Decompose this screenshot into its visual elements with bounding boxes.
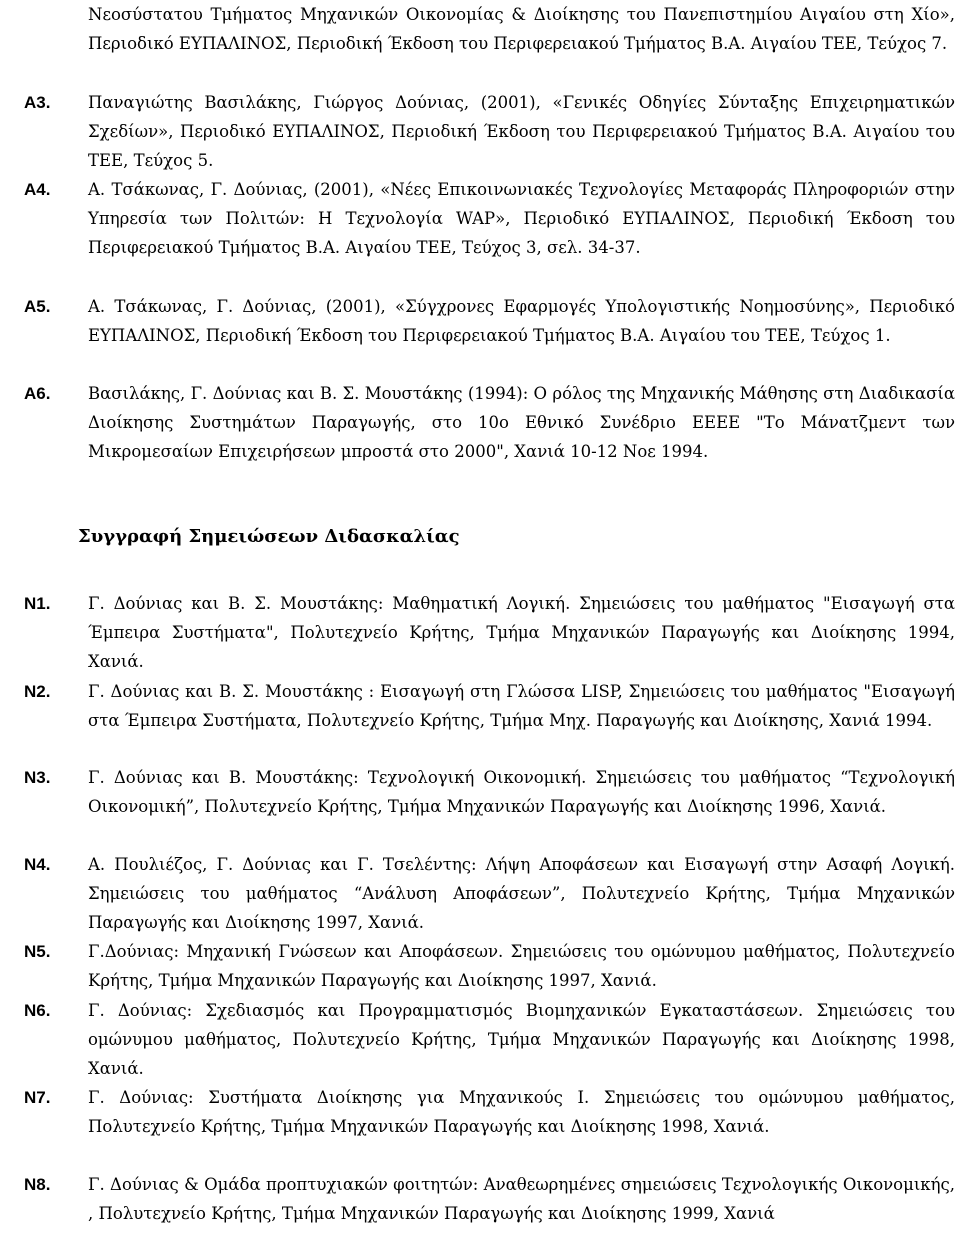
note-text: Γ. Δούνιας & Ομάδα προπτυχιακών φοιτητών: Αναθεωρημένες σημειώσεις Τεχνολογικής Οικονομικής, , Πολυτεχνείο Κρήτης, Τμήμα Μηχανικών Παραγωγής και Διοίκησης 1999, Χανιά	[88, 1175, 955, 1223]
note-text: Γ. Δούνιας: Σχεδιασμός και Προγραμματισμός Βιομηχανικών Εγκαταστάσεων. Σημειώσεις του ομώνυμου μαθήματος, Πολυτεχνείο Κρήτης, Τμήμα Μηχανικών Παραγωγής και Διοίκησης 1998, Χανιά.	[88, 1001, 955, 1078]
note-label: Ν7.	[24, 1088, 51, 1107]
reference-label: Α6.	[24, 384, 51, 403]
reference-text: Α. Τσάκωνας, Γ. Δούνιας, (2001), «Σύγχρονες Εφαρμογές Υπολογιστικής Νοημοσύνης», Περιοδικό ΕΥΠΑΛΙΝΟΣ, Περιοδική Έκδοση του Περιφερειακού Τμήματος Β.Α. Αιγαίου του ΤΕΕ, Τεύχος 1.	[88, 297, 955, 345]
note-text: Γ. Δούνιας και Β. Σ. Μουστάκης : Εισαγωγή στη Γλώσσα LISP, Σημειώσεις του μαθήματος "Εισαγωγή στα Έμπειρα Συστήματα, Πολυτεχνείο Κρήτης, Τμήμα Μηχ. Παραγωγής και Διοίκησης, Χανιά 1994.	[88, 682, 955, 730]
note-text: Γ. Δούνιας και Β. Σ. Μουστάκης: Μαθηματική Λογική. Σημειώσεις του μαθήματος "Εισαγωγή στα Έμπειρα Συστήματα", Πολυτεχνείο Κρήτης, Τμήμα Μηχανικών Παραγωγής και Διοίκησης 1994, Χανιά.	[88, 594, 955, 671]
reference-text: Νεοσύστατου Τμήματος Μηχανικών Οικονομίας & Διοίκησης του Πανεπιστημίου Αιγαίου στη Χίο», Περιοδικό ΕΥΠΑΛΙΝΟΣ, Περιοδική Έκδοση του Περιφερειακού Τμήματος Β.Α. Αιγαίου ΤΕΕ, Τεύχος 7.	[88, 5, 955, 53]
note-text: Γ. Δούνιας: Συστήματα Διοίκησης για Μηχανικούς Ι. Σημειώσεις του ομώνυμου μαθήματος, Πολυτεχνείο Κρήτης, Τμήμα Μηχανικών Παραγωγής και Διοίκησης 1998, Χανιά.	[88, 1088, 955, 1136]
note-label: Ν8.	[24, 1175, 51, 1194]
note-label: Ν4.	[24, 855, 51, 874]
note-text: Γ. Δούνιας και Β. Μουστάκης: Τεχνολογική Οικονομική. Σημειώσεις του μαθήματος “Τεχνολογική Οικονομική”, Πολυτεχνείο Κρήτης, Τμήμα Μηχανικών Παραγωγής και Διοίκησης 1996, Χανιά.	[88, 768, 955, 816]
note-label: Ν2.	[24, 682, 51, 701]
note-label: Ν6.	[24, 1001, 51, 1020]
note-label: Ν1.	[24, 594, 51, 613]
note-label: Ν5.	[24, 942, 51, 961]
section-heading: Συγγραφή Σημειώσεων Διδασκαλίας	[78, 526, 460, 547]
reference-label: Α5.	[24, 297, 51, 316]
reference-text: Παναγιώτης Βασιλάκης, Γιώργος Δούνιας, (2001), «Γενικές Οδηγίες Σύνταξης Επιχειρηματικών Σχεδίων», Περιοδικό ΕΥΠΑΛΙΝΟΣ, Περιοδική Έκδοση του Περιφερειακού Τμήματος Β.Α. Αιγαίου του ΤΕΕ, Τεύχος 5.	[88, 93, 955, 170]
note-text: Γ.Δούνιας: Μηχανική Γνώσεων και Αποφάσεων. Σημειώσεις του ομώνυμου μαθήματος, Πολυτεχνείο Κρήτης, Τμήμα Μηχανικών Παραγωγής και Διοίκησης 1997, Χανιά.	[88, 942, 955, 990]
note-label: Ν3.	[24, 768, 51, 787]
reference-label: Α3.	[24, 93, 51, 112]
reference-text: Α. Τσάκωνας, Γ. Δούνιας, (2001), «Νέες Επικοινωνιακές Τεχνολογίες Μεταφοράς Πληροφοριών στην Υπηρεσία των Πολιτών: Η Τεχνολογία WAP», Περιοδικό ΕΥΠΑΛΙΝΟΣ, Περιοδική Έκδοση του Περιφερειακού Τμήματος Β.Α. Αιγαίου ΤΕΕ, Τεύχος 3, σελ. 34-37.	[88, 180, 955, 257]
reference-label: Α4.	[24, 180, 51, 199]
reference-text: Βασιλάκης, Γ. Δούνιας και Β. Σ. Μουστάκης (1994): Ο ρόλος της Μηχανικής Μάθησης στη Διαδικασία Διοίκησης Συστημάτων Παραγωγής, στο 10ο Εθνικό Συνέδριο ΕΕΕΕ "Το Μάνατζμεντ των Μικρομεσαίων Επιχειρήσεων μπροστά στο 2000", Χανιά 10-12 Νοε 1994.	[88, 384, 955, 461]
note-text: Α. Πουλιέζος, Γ. Δούνιας και Γ. Τσελέντης: Λήψη Αποφάσεων και Εισαγωγή στην Ασαφή Λογική. Σημειώσεις του μαθήματος “Ανάλυση Αποφάσεων”, Πολυτεχνείο Κρήτης, Τμήμα Μηχανικών Παραγωγής και Διοίκησης 1997, Χανιά.	[88, 855, 955, 932]
